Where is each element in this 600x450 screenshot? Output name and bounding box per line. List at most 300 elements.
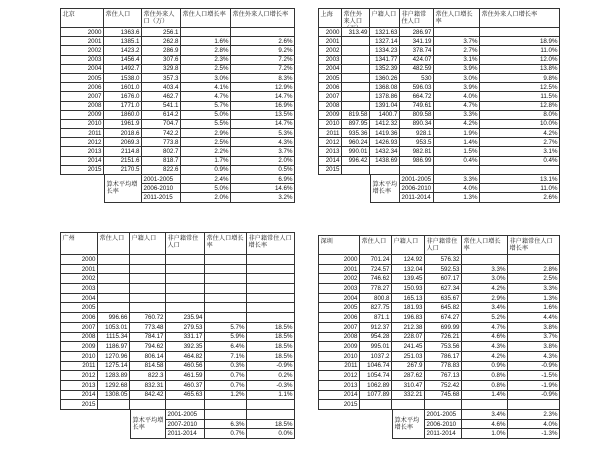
population-cell: 773.8 <box>142 138 181 147</box>
growth-rate-cell: 0.2% <box>247 371 295 381</box>
population-cell: 674.27 <box>425 313 462 323</box>
population-cell: 460.56 <box>166 362 205 372</box>
growth-rate-cell: 1.1% <box>247 391 295 401</box>
population-cell: 1419.36 <box>370 129 400 138</box>
average-growth-cell <box>247 410 295 420</box>
population-cell: 460.37 <box>166 381 205 391</box>
population-cell: 307.6 <box>142 56 181 65</box>
population-cell: 461.59 <box>166 371 205 381</box>
population-cell: 2069.3 <box>104 138 142 147</box>
growth-rate-cell: 0.5% <box>231 166 295 175</box>
growth-rate-cell: 12.0% <box>480 56 560 65</box>
growth-rate-cell <box>247 313 295 323</box>
population-cell: 827.75 <box>360 303 392 313</box>
population-cell <box>392 400 425 410</box>
year-cell: 2003 <box>60 56 104 65</box>
population-cell: 928.1 <box>400 129 434 138</box>
growth-rate-cell: 3.7% <box>434 37 480 46</box>
population-cell: 953.5 <box>400 138 434 147</box>
growth-rate-cell: 12.8% <box>480 102 560 111</box>
average-growth-cell: 2.3% <box>508 410 560 420</box>
growth-rate-cell <box>247 400 295 410</box>
growth-rate-cell: 4.2% <box>462 284 508 294</box>
growth-rate-cell: -0.9% <box>508 362 560 372</box>
population-cell: 701.24 <box>360 255 392 265</box>
year-cell: 2012 <box>318 371 360 381</box>
average-growth-cell: -1.3% <box>508 429 560 439</box>
population-cell: 1432.34 <box>370 147 400 156</box>
population-cell: 1438.69 <box>370 157 400 166</box>
period-cell: 2006-2010 <box>425 420 462 430</box>
growth-rate-cell: 0.4% <box>480 157 560 166</box>
population-cell <box>98 400 130 410</box>
growth-rate-cell: 7.1% <box>205 352 247 362</box>
growth-rate-cell: 1.6% <box>508 303 560 313</box>
growth-rate-cell: 5.2% <box>462 313 508 323</box>
population-cell: 1054.74 <box>360 371 392 381</box>
year-cell: 2015 <box>60 166 104 175</box>
population-cell <box>130 265 166 275</box>
population-cell: 995.01 <box>360 342 392 352</box>
population-cell: 664.72 <box>400 92 434 101</box>
population-cell <box>166 274 205 284</box>
population-cell: 627.34 <box>425 284 462 294</box>
population-cell: 842.42 <box>130 391 166 401</box>
growth-rate-cell: 4.0% <box>434 92 480 101</box>
population-cell: 749.61 <box>400 102 434 111</box>
average-growth-label <box>392 410 425 439</box>
year-cell: 2004 <box>318 65 342 74</box>
growth-rate-cell: 3.1% <box>434 56 480 65</box>
growth-rate-cell <box>462 255 508 265</box>
growth-rate-cell <box>434 166 480 175</box>
average-growth-cell: 5.0% <box>181 184 231 193</box>
population-cell <box>130 294 166 304</box>
growth-rate-cell <box>205 274 247 284</box>
population-cell: 786.17 <box>425 352 462 362</box>
population-cell: 1676.0 <box>104 92 142 101</box>
population-cell: 541.1 <box>142 102 181 111</box>
average-growth-cell: 0.7% <box>205 429 247 439</box>
population-cell <box>360 400 392 410</box>
population-cell: 332.21 <box>392 391 425 401</box>
year-cell: 2011 <box>318 129 342 138</box>
year-cell: 2011 <box>318 362 360 372</box>
population-cell: 212.38 <box>392 323 425 333</box>
year-cell: 2008 <box>318 102 342 111</box>
population-cell: 1053.01 <box>98 323 130 333</box>
growth-rate-cell: 0.9% <box>462 362 508 372</box>
year-cell: 2002 <box>60 274 98 284</box>
growth-rate-cell: 6.4% <box>205 342 247 352</box>
growth-rate-cell: 2.6% <box>231 37 295 46</box>
growth-rate-cell: 0.7% <box>205 381 247 391</box>
growth-rate-cell: 2.7% <box>480 138 560 147</box>
average-growth-label-text: 算术平均增长率 <box>372 181 398 196</box>
population-cell: 1327.14 <box>370 37 400 46</box>
growth-rate-cell: 2.8% <box>181 46 231 55</box>
population-cell: 2170.5 <box>104 166 142 175</box>
population-cell: 462.7 <box>142 92 181 101</box>
column-header: 常住人口 <box>104 8 142 28</box>
population-cell <box>98 303 130 313</box>
population-cell: 1321.63 <box>370 28 400 37</box>
table-shenzhen <box>318 235 560 439</box>
population-cell: 773.48 <box>130 323 166 333</box>
population-cell <box>130 303 166 313</box>
population-cell: 818.7 <box>142 157 181 166</box>
year-cell: 2006 <box>60 83 104 92</box>
average-growth-cell: 4.0% <box>434 184 480 193</box>
growth-rate-cell: 0.8% <box>462 371 508 381</box>
growth-rate-cell: 13.8% <box>480 65 560 74</box>
average-growth-label-text: 算术平均增长率 <box>132 416 164 432</box>
year-cell: 2013 <box>318 147 342 156</box>
column-header: 常住人口增长率 <box>434 8 480 28</box>
year-cell: 2008 <box>60 333 98 343</box>
population-cell: 1426.93 <box>370 138 400 147</box>
column-header: 非户籍常住人口 <box>400 8 434 28</box>
year-cell: 2014 <box>60 391 98 401</box>
growth-rate-cell: 18.5% <box>247 323 295 333</box>
year-cell: 2011 <box>60 362 98 372</box>
year-cell: 2001 <box>60 265 98 275</box>
growth-rate-cell: 3.9% <box>434 83 480 92</box>
population-cell: 1077.89 <box>360 391 392 401</box>
year-cell: 2006 <box>318 313 360 323</box>
population-cell: 1423.2 <box>104 46 142 55</box>
growth-rate-cell: 12.9% <box>231 83 295 92</box>
year-cell: 2009 <box>60 111 104 120</box>
growth-rate-cell: 1.5% <box>434 147 480 156</box>
growth-rate-cell: 2.8% <box>508 265 560 275</box>
column-header: 常住外来人口增长率 <box>480 8 560 28</box>
period-cell: 2011-2015 <box>142 193 181 202</box>
average-growth-cell: 2.0% <box>181 193 231 202</box>
growth-rate-cell: 1.4% <box>462 391 508 401</box>
growth-rate-cell: 1.9% <box>434 129 480 138</box>
population-cell <box>342 37 370 46</box>
average-growth-cell: 6.9% <box>231 175 295 184</box>
year-cell: 2002 <box>318 46 342 55</box>
column-header: 户籍人口 <box>392 235 425 255</box>
population-cell: 822.3 <box>130 371 166 381</box>
population-cell: 742.2 <box>142 129 181 138</box>
population-cell: 392.35 <box>166 342 205 352</box>
population-cell: 1860.0 <box>104 111 142 120</box>
year-cell: 2002 <box>318 274 360 284</box>
year-cell: 2012 <box>60 371 98 381</box>
population-cell: 357.3 <box>142 74 181 83</box>
population-cell: 1368.08 <box>370 83 400 92</box>
population-cell: 530 <box>400 74 434 83</box>
population-cell: 262.8 <box>142 37 181 46</box>
year-cell: 2000 <box>60 28 104 37</box>
year-cell: 2005 <box>60 303 98 313</box>
population-cell <box>342 166 370 175</box>
year-cell: 2000 <box>318 28 342 37</box>
population-cell: 614.2 <box>142 111 181 120</box>
year-cell: 2003 <box>60 284 98 294</box>
year-cell: 2001 <box>318 37 342 46</box>
population-cell: 784.17 <box>130 333 166 343</box>
year-cell: 2004 <box>60 65 104 74</box>
population-cell: 753.56 <box>425 342 462 352</box>
growth-rate-cell <box>231 28 295 37</box>
year-cell: 2013 <box>60 381 98 391</box>
population-cell <box>166 284 205 294</box>
growth-rate-cell: 4.3% <box>508 352 560 362</box>
population-cell: 464.82 <box>166 352 205 362</box>
table-guangzhou <box>60 232 295 439</box>
year-cell: 2004 <box>60 294 98 304</box>
population-cell: 1115.34 <box>98 333 130 343</box>
growth-rate-cell: 2.5% <box>181 65 231 74</box>
period-cell: 2001-2005 <box>425 410 462 420</box>
city-title: 北京 <box>60 8 104 28</box>
growth-rate-cell: 18.9% <box>480 37 560 46</box>
population-cell <box>166 294 205 304</box>
growth-rate-cell: 12.5% <box>480 83 560 92</box>
average-growth-label <box>104 175 142 203</box>
population-cell: 724.57 <box>360 265 392 275</box>
growth-rate-cell: 4.4% <box>508 313 560 323</box>
growth-rate-cell: 4.2% <box>434 120 480 129</box>
population-cell: 2114.8 <box>104 147 142 156</box>
population-cell: 181.93 <box>392 303 425 313</box>
average-growth-cell: 3.2% <box>231 193 295 202</box>
average-growth-cell <box>205 410 247 420</box>
growth-rate-cell <box>247 303 295 313</box>
population-cell: 286.97 <box>400 28 434 37</box>
year-cell: 2003 <box>318 284 360 294</box>
year-cell: 2010 <box>318 120 342 129</box>
population-cell: 378.74 <box>400 46 434 55</box>
population-cell <box>342 83 370 92</box>
population-cell: 341.19 <box>400 37 434 46</box>
population-cell: 1456.4 <box>104 56 142 65</box>
average-growth-cell: 1.0% <box>462 429 508 439</box>
population-cell <box>130 400 166 410</box>
population-cell <box>342 92 370 101</box>
population-cell: 1275.14 <box>98 362 130 372</box>
growth-rate-cell: 3.7% <box>508 333 560 343</box>
growth-rate-cell <box>508 400 560 410</box>
population-cell <box>166 255 205 265</box>
population-cell <box>370 166 400 175</box>
population-cell: 960.24 <box>342 138 370 147</box>
average-growth-cell: 0.0% <box>247 429 295 439</box>
population-cell: 331.17 <box>166 333 205 343</box>
growth-rate-cell: -1.9% <box>508 381 560 391</box>
population-cell: 241.45 <box>392 342 425 352</box>
population-cell: 819.58 <box>342 111 370 120</box>
year-cell: 2010 <box>318 352 360 362</box>
population-cell: 1270.96 <box>98 352 130 362</box>
population-cell: 1283.89 <box>98 371 130 381</box>
population-cell: 576.32 <box>425 255 462 265</box>
growth-rate-cell <box>247 274 295 284</box>
growth-rate-cell <box>247 255 295 265</box>
population-cell <box>166 400 205 410</box>
growth-rate-cell: 4.1% <box>181 83 231 92</box>
population-cell <box>342 46 370 55</box>
year-cell: 2005 <box>318 74 342 83</box>
growth-rate-cell: -0.9% <box>508 391 560 401</box>
population-cell: 800.8 <box>360 294 392 304</box>
population-cell: 482.59 <box>400 65 434 74</box>
year-cell: 2014 <box>318 157 342 166</box>
population-cell <box>425 400 462 410</box>
period-cell: 2001-2005 <box>166 410 205 420</box>
population-cell: 165.13 <box>392 294 425 304</box>
population-cell: 310.47 <box>392 381 425 391</box>
population-cell: 809.58 <box>400 111 434 120</box>
population-cell: 287.62 <box>392 371 425 381</box>
growth-rate-cell: 7.2% <box>231 56 295 65</box>
year-cell: 2015 <box>60 400 98 410</box>
year-cell: 2007 <box>318 323 360 333</box>
population-cell: 2018.6 <box>104 129 142 138</box>
growth-rate-cell: -0.3% <box>247 381 295 391</box>
growth-rate-cell: 9.2% <box>231 46 295 55</box>
population-cell: 814.58 <box>130 362 166 372</box>
growth-rate-cell: 5.7% <box>205 323 247 333</box>
growth-rate-cell: 3.0% <box>181 74 231 83</box>
period-cell: 2007-2010 <box>166 420 205 430</box>
growth-rate-cell: 2.3% <box>181 56 231 65</box>
growth-rate-cell <box>205 400 247 410</box>
year-cell: 2006 <box>60 313 98 323</box>
growth-rate-cell <box>480 28 560 37</box>
year-cell: 2008 <box>60 102 104 111</box>
growth-rate-cell: 8.3% <box>231 74 295 83</box>
growth-rate-cell: 7.2% <box>231 65 295 74</box>
growth-rate-cell: 3.8% <box>508 323 560 333</box>
growth-rate-cell: 2.7% <box>434 46 480 55</box>
growth-rate-cell <box>247 265 295 275</box>
population-cell: 982.81 <box>400 147 434 156</box>
growth-rate-cell: 2.2% <box>181 147 231 156</box>
growth-rate-cell: 2.9% <box>462 294 508 304</box>
population-cell <box>342 56 370 65</box>
period-cell: 2011-2014 <box>400 193 434 202</box>
growth-rate-cell <box>205 284 247 294</box>
average-growth-cell: 11.0% <box>480 184 560 193</box>
average-growth-label-text: 算术平均增长率 <box>106 181 138 196</box>
population-cell: 822.6 <box>142 166 181 175</box>
growth-rate-cell <box>205 265 247 275</box>
growth-rate-cell: 3.3% <box>434 111 480 120</box>
population-cell: 996.42 <box>342 157 370 166</box>
growth-rate-cell: 1.7% <box>181 157 231 166</box>
population-cell: 1341.77 <box>370 56 400 65</box>
population-cell: 767.13 <box>425 371 462 381</box>
year-cell: 2010 <box>60 352 98 362</box>
population-cell: 1378.86 <box>370 92 400 101</box>
column-header: 常住人口增长率 <box>181 8 231 28</box>
population-cell: 986.99 <box>400 157 434 166</box>
year-cell: 2001 <box>318 265 360 275</box>
population-cell: 778.27 <box>360 284 392 294</box>
city-title: 深圳 <box>318 235 360 255</box>
growth-rate-cell: 11.5% <box>480 92 560 101</box>
population-cell: 132.04 <box>392 265 425 275</box>
growth-rate-cell: 11.0% <box>480 46 560 55</box>
year-cell: 2012 <box>60 138 104 147</box>
growth-rate-cell: 0.9% <box>181 166 231 175</box>
population-cell: 592.53 <box>425 265 462 275</box>
year-cell: 2014 <box>60 157 104 166</box>
column-header: 非户籍常住人口 <box>425 235 462 255</box>
growth-rate-cell: 2.5% <box>508 274 560 284</box>
population-cell: 1046.74 <box>360 362 392 372</box>
population-cell: 1186.97 <box>98 342 130 352</box>
year-cell: 2001 <box>60 37 104 46</box>
period-cell: 2011-2014 <box>425 429 462 439</box>
year-cell: 2004 <box>318 294 360 304</box>
period-cell: 2006-2010 <box>142 184 181 193</box>
population-cell: 802.7 <box>142 147 181 156</box>
population-cell: 1385.1 <box>104 37 142 46</box>
population-cell <box>98 294 130 304</box>
population-cell: 635.67 <box>425 294 462 304</box>
average-growth-cell: 6.3% <box>205 420 247 430</box>
population-cell: 124.92 <box>392 255 425 265</box>
growth-rate-cell: 3.3% <box>508 284 560 294</box>
growth-rate-cell: 2.9% <box>181 129 231 138</box>
table-shanghai <box>318 8 560 203</box>
growth-rate-cell <box>205 303 247 313</box>
average-growth-label <box>370 175 400 203</box>
period-cell: 2001-2005 <box>142 175 181 184</box>
growth-rate-cell: 4.3% <box>231 138 295 147</box>
growth-rate-cell <box>205 313 247 323</box>
population-cell: 746.62 <box>360 274 392 284</box>
population-cell: 912.37 <box>360 323 392 333</box>
growth-rate-cell: 5.9% <box>205 333 247 343</box>
growth-rate-cell <box>247 284 295 294</box>
population-cell: 150.93 <box>392 284 425 294</box>
population-cell <box>130 284 166 294</box>
average-growth-cell: 1.3% <box>434 193 480 202</box>
year-cell: 2007 <box>318 92 342 101</box>
population-cell: 745.68 <box>425 391 462 401</box>
average-growth-cell: 18.5% <box>247 420 295 430</box>
growth-rate-cell: 5.3% <box>231 129 295 138</box>
column-header: 常住外来人口（万） <box>142 8 181 28</box>
growth-rate-cell: 16.9% <box>231 102 295 111</box>
growth-rate-cell <box>508 255 560 265</box>
growth-rate-cell: 8.0% <box>480 111 560 120</box>
year-cell: 2014 <box>318 391 360 401</box>
population-cell: 935.36 <box>342 129 370 138</box>
growth-rate-cell: 3.3% <box>462 265 508 275</box>
growth-rate-cell <box>181 28 231 37</box>
population-cell: 139.45 <box>392 274 425 284</box>
year-cell: 2015 <box>318 166 342 175</box>
population-cell: 1292.68 <box>98 381 130 391</box>
year-cell: 2007 <box>60 323 98 333</box>
column-header: 常住人口增长率 <box>462 235 508 255</box>
average-growth-label-text: 算术平均增长率 <box>394 416 420 432</box>
column-header: 常住外来人口 <box>342 8 370 28</box>
year-cell: 2009 <box>318 342 360 352</box>
population-cell: 1538.0 <box>104 74 142 83</box>
population-cell: 832.31 <box>130 381 166 391</box>
population-cell: 228.07 <box>392 333 425 343</box>
growth-rate-cell: 4.7% <box>434 102 480 111</box>
